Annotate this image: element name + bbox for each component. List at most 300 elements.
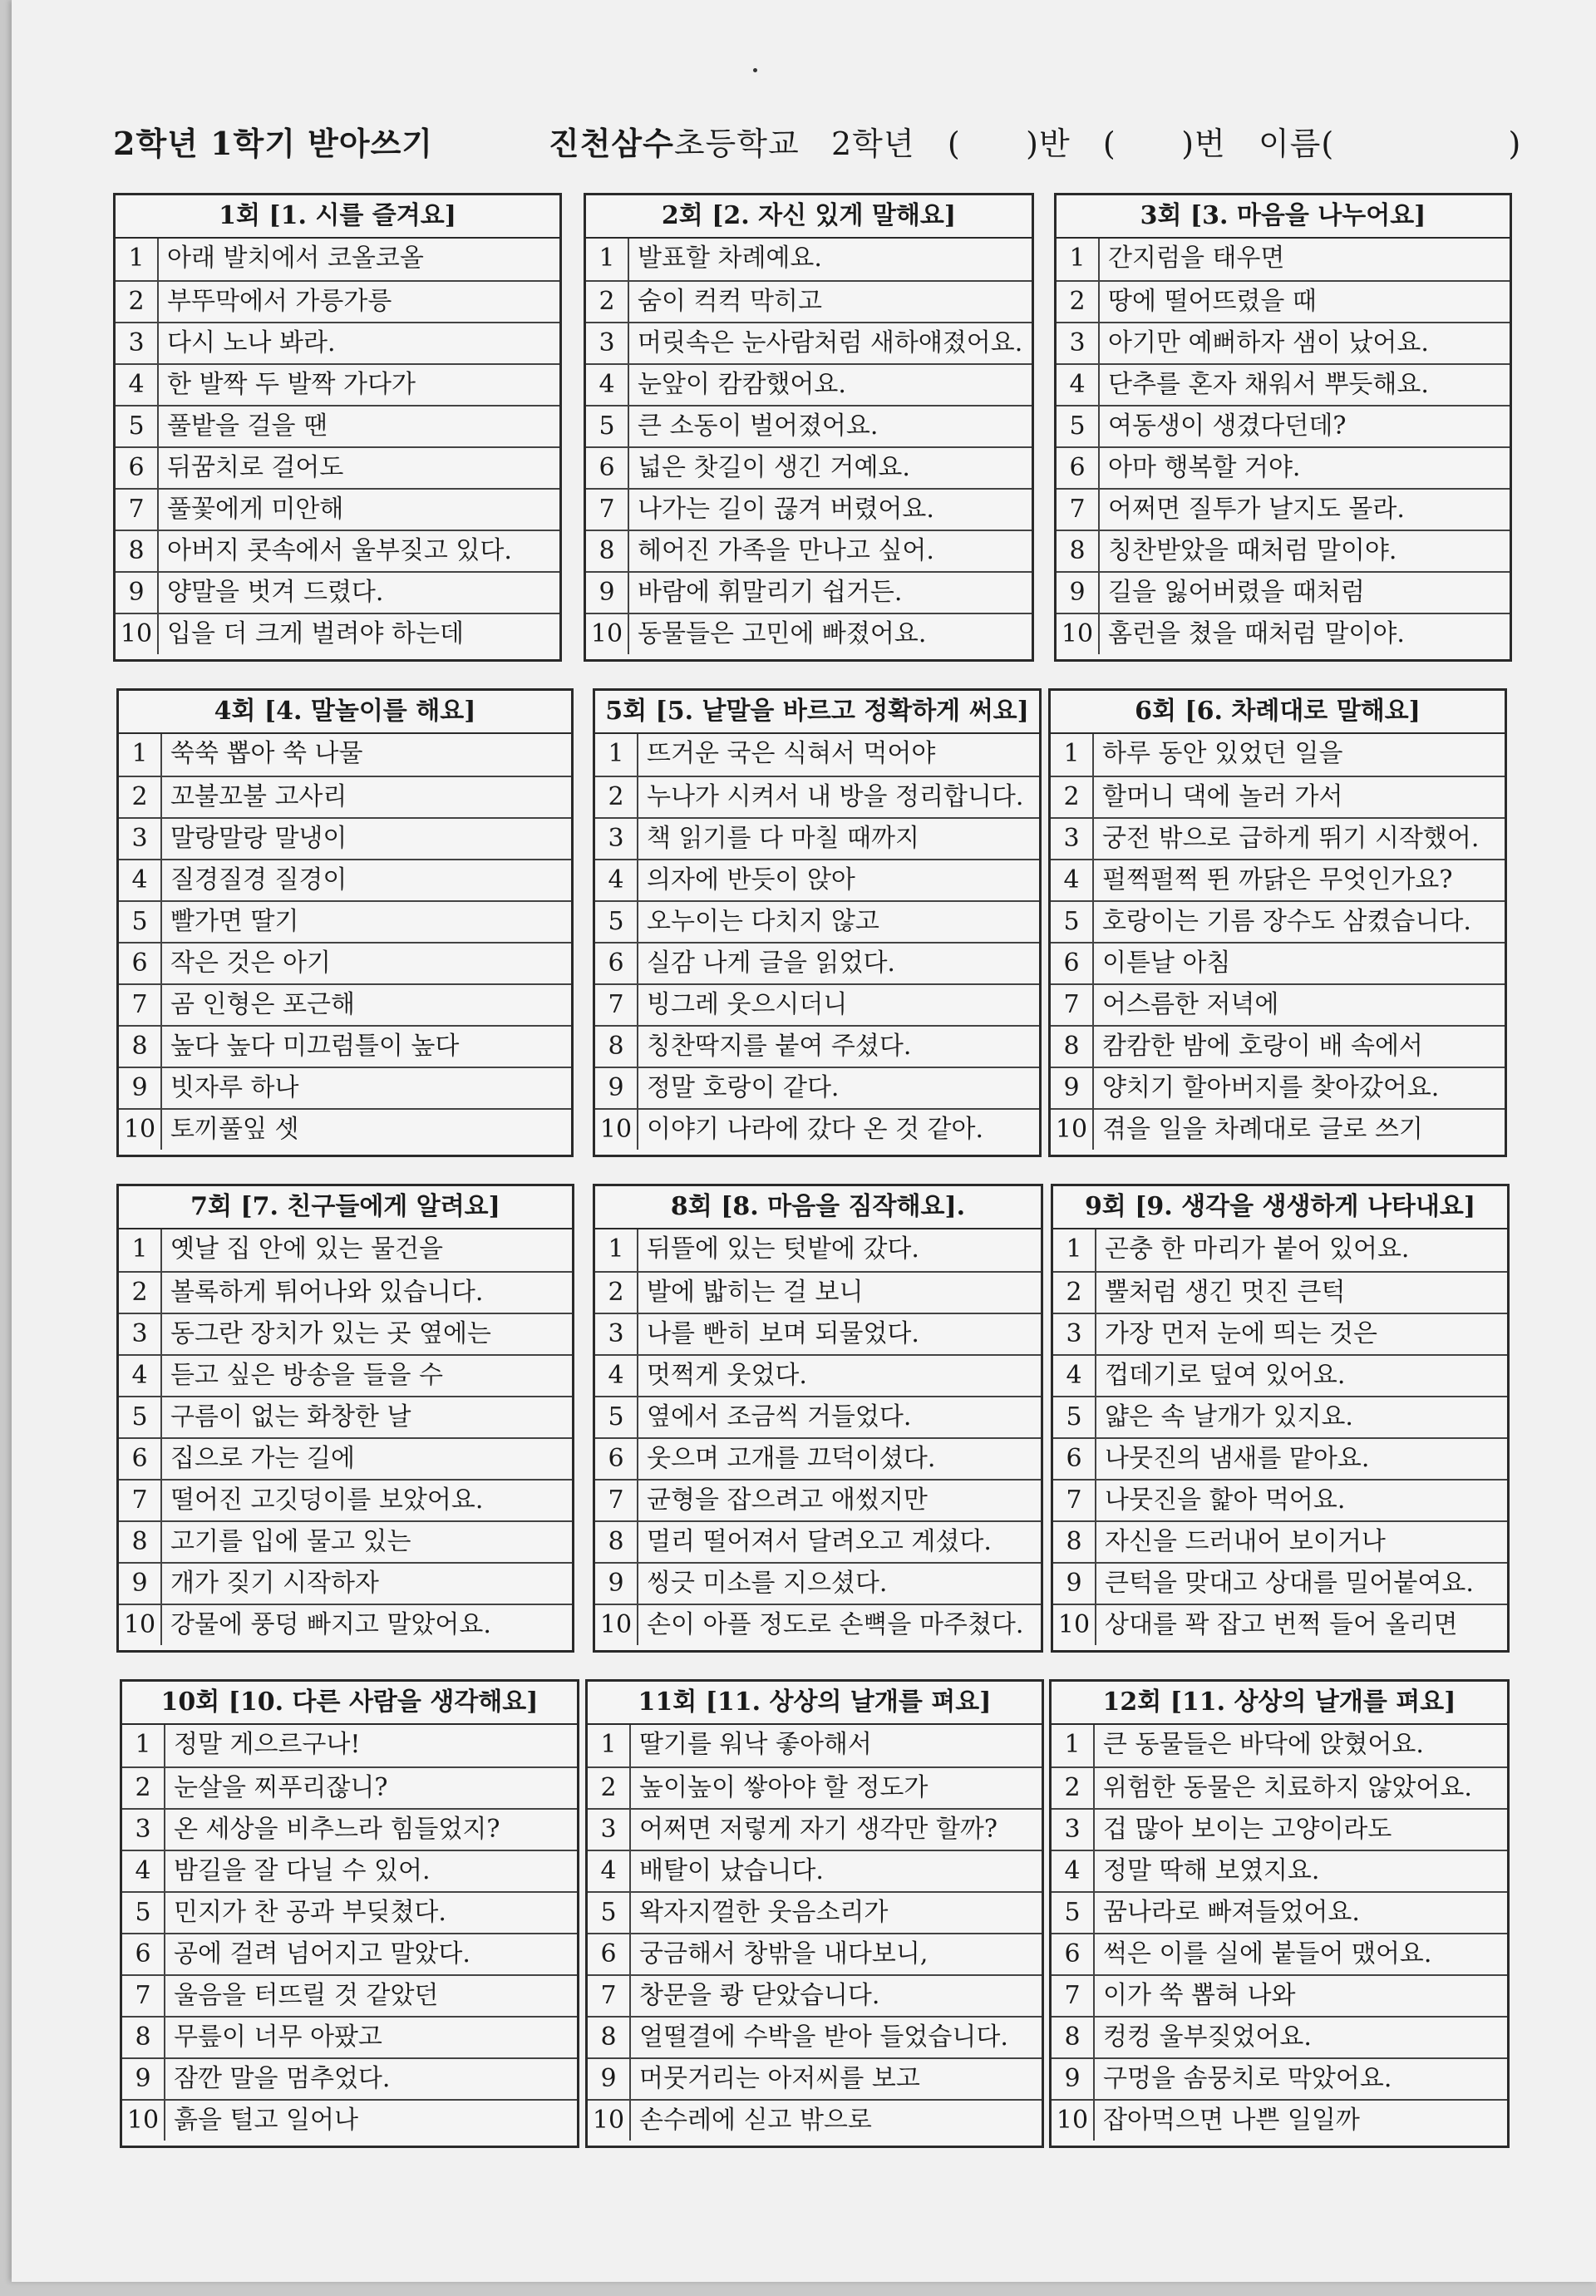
row-sentence: 밤길을 잘 다닐 수 있어. [174, 1856, 431, 1885]
row-number: 5 [1051, 902, 1094, 942]
dictation-row [119, 900, 571, 942]
dictation-row [1051, 1108, 1505, 1150]
row-sentence: 동물들은 고민에 빠졌어요. [638, 619, 927, 648]
row-number: 10 [595, 1605, 638, 1645]
dictation-row [586, 239, 1032, 280]
row-number: 10 [119, 1110, 162, 1150]
dictation-row [116, 363, 559, 405]
row-number: 2 [122, 1768, 165, 1808]
row-sentence: 멋쩍게 웃었다. [647, 1361, 807, 1390]
row-number: 7 [595, 1481, 638, 1520]
row-number: 4 [119, 860, 162, 900]
dictation-row [1057, 613, 1510, 654]
card-title: 5회 [5. 낱말을 바르고 정확하게 써요] [595, 691, 1039, 734]
card-title: 7회 [7. 친구들에게 알려요] [119, 1186, 572, 1229]
row-number: 9 [586, 573, 629, 613]
dictation-row [116, 488, 559, 530]
row-sentence: 질경질경 질경이 [170, 865, 347, 894]
card-rows [1053, 1229, 1507, 1645]
dictation-row [1057, 571, 1510, 613]
dictation-card [1048, 688, 1507, 1157]
card-rows [595, 734, 1039, 1150]
dictation-row [119, 1604, 572, 1645]
dictation-row [595, 734, 1039, 776]
row-number: 5 [1057, 406, 1100, 446]
dictation-row [1053, 1520, 1507, 1562]
row-number: 5 [595, 1397, 638, 1437]
row-sentence: 눈살을 찌푸리잖니? [174, 1773, 388, 1802]
row-number: 10 [116, 614, 159, 654]
dictation-row [586, 280, 1032, 322]
dictation-row [119, 1108, 571, 1150]
dictation-row [1051, 734, 1505, 776]
dictation-row [595, 817, 1039, 859]
row-sentence: 곰 인형은 포근해 [170, 990, 355, 1019]
row-number: 1 [1051, 734, 1094, 776]
row-sentence: 가장 먼저 눈에 띄는 것은 [1105, 1319, 1377, 1348]
row-sentence: 나를 빤히 보며 되물었다. [647, 1319, 919, 1348]
dictation-row [1057, 239, 1510, 280]
row-number: 6 [1052, 1934, 1095, 1974]
dictation-card [116, 688, 574, 1157]
dictation-row [119, 1562, 572, 1604]
card-title: 6회 [6. 차례대로 말해요] [1051, 691, 1505, 734]
card-rows [122, 1725, 577, 2141]
row-sentence: 정말 게으르구나! [174, 1730, 361, 1759]
row-sentence: 높이높이 쌓아야 할 정도가 [639, 1773, 929, 1802]
row-sentence: 머뭇거리는 아저씨를 보고 [639, 2064, 920, 2093]
row-number: 7 [116, 490, 159, 530]
row-sentence: 궁금해서 창밖을 내다보니, [639, 1939, 929, 1968]
row-sentence: 나뭇진을 핥아 먹어요. [1105, 1486, 1346, 1515]
dictation-row [119, 734, 571, 776]
card-rows [119, 1229, 572, 1645]
row-number: 8 [1053, 1522, 1096, 1562]
row-number: 6 [595, 1439, 638, 1479]
dictation-row [595, 1396, 1041, 1437]
row-sentence: 이야기 나라에 갔다 온 것 같아. [647, 1115, 983, 1144]
row-number: 4 [1051, 860, 1094, 900]
worksheet-title: 2학년 1학기 받아쓰기 [113, 125, 434, 162]
row-number: 2 [595, 777, 638, 817]
row-sentence: 컹컹 울부짖었어요. [1103, 2023, 1312, 2052]
row-sentence: 정말 딱해 보였지요. [1103, 1856, 1320, 1885]
row-sentence: 창문을 쾅 닫았습니다. [639, 1981, 880, 2010]
row-sentence: 뒤꿈치로 걸어도 [167, 453, 344, 482]
dictation-row [119, 1437, 572, 1479]
row-sentence: 양말을 벗겨 드렸다. [167, 578, 384, 607]
row-number: 8 [122, 2018, 165, 2057]
card-title: 11회 [11. 상상의 날개를 펴요] [588, 1682, 1042, 1725]
dictation-row [588, 1933, 1042, 1974]
school-name-suffix: 초등학교 [673, 126, 800, 162]
row-sentence: 옆에서 조금씩 거들었다. [647, 1402, 912, 1431]
dictation-row [588, 1891, 1042, 1933]
dictation-row [595, 1354, 1041, 1396]
row-sentence: 빗자루 하나 [170, 1073, 299, 1102]
dictation-row [122, 2016, 577, 2057]
row-number: 2 [588, 1768, 631, 1808]
dictation-row [1051, 1025, 1505, 1067]
row-sentence: 높다 높다 미끄럼틀이 높다 [170, 1032, 460, 1061]
row-sentence: 캄캄한 밤에 호랑이 배 속에서 [1102, 1032, 1423, 1061]
school-name-bold: 진천삼수 [549, 125, 674, 162]
row-number: 4 [1052, 1851, 1095, 1891]
dictation-row [586, 405, 1032, 446]
row-number: 1 [119, 1229, 162, 1271]
card-title: 2회 [2. 자신 있게 말해요] [586, 195, 1032, 239]
dictation-row [122, 1766, 577, 1808]
row-number: 6 [116, 448, 159, 488]
dictation-row [116, 239, 559, 280]
row-sentence: 큰턱을 맞대고 상대를 밀어붙여요. [1105, 1569, 1474, 1598]
dictation-row [116, 446, 559, 488]
dictation-row [1053, 1479, 1507, 1520]
row-sentence: 배탈이 났습니다. [639, 1856, 824, 1885]
row-sentence: 의자에 반듯이 앉아 [647, 865, 855, 894]
row-number: 4 [1053, 1356, 1096, 1396]
row-number: 9 [1052, 2059, 1095, 2099]
row-sentence: 발에 밟히는 걸 보니 [647, 1278, 864, 1307]
dictation-row [595, 983, 1039, 1025]
card-title: 1회 [1. 시를 즐겨요] [116, 195, 559, 239]
row-number: 7 [595, 985, 638, 1025]
dictation-row [119, 859, 571, 900]
row-number: 6 [595, 944, 638, 983]
row-number: 4 [119, 1356, 162, 1396]
row-sentence: 자신을 드러내어 보이거나 [1105, 1527, 1386, 1556]
row-number: 7 [1057, 490, 1100, 530]
dictation-row [119, 1520, 572, 1562]
row-sentence: 멀리 떨어져서 달려오고 계셨다. [647, 1527, 992, 1556]
card-title: 8회 [8. 마음을 짐작해요]. [595, 1186, 1041, 1229]
row-sentence: 구름이 없는 화창한 날 [170, 1402, 411, 1431]
dictation-row [119, 776, 571, 817]
dictation-row [119, 983, 571, 1025]
row-number: 5 [119, 1397, 162, 1437]
dictation-row [119, 1229, 572, 1271]
row-sentence: 쑥쑥 뽑아 쑥 나물 [170, 739, 363, 768]
row-sentence: 아기만 예뻐하자 샘이 났어요. [1108, 328, 1429, 357]
dictation-row [588, 2016, 1042, 2057]
dictation-row [122, 2057, 577, 2099]
row-sentence: 머릿속은 눈사람처럼 새하얘졌어요. [638, 328, 1023, 357]
row-number: 10 [586, 614, 629, 654]
dictation-row [116, 613, 559, 654]
school-name [549, 118, 800, 164]
card-rows [1051, 734, 1505, 1150]
row-sentence: 작은 것은 아기 [170, 948, 331, 978]
row-number: 7 [122, 1976, 165, 2016]
row-sentence: 입을 더 크게 벌려야 하는데 [167, 619, 464, 648]
speck [753, 68, 757, 72]
row-sentence: 나뭇진의 냄새를 맡아요. [1105, 1444, 1370, 1473]
row-number: 7 [119, 1481, 162, 1520]
row-number: 9 [1053, 1564, 1096, 1604]
row-sentence: 무릎이 너무 아팠고 [174, 2023, 382, 2052]
dictation-row [1051, 900, 1505, 942]
dictation-row [119, 1396, 572, 1437]
row-sentence: 호랑이는 기름 장수도 삼켰습니다. [1102, 907, 1471, 936]
dictation-row [1052, 2016, 1507, 2057]
row-number: 9 [119, 1068, 162, 1108]
row-sentence: 부뚜막에서 가릉가릉 [167, 287, 392, 316]
dictation-row [122, 1891, 577, 1933]
dictation-row [595, 1604, 1041, 1645]
row-number: 10 [1051, 1110, 1094, 1150]
dictation-row [116, 405, 559, 446]
row-sentence: 어쩌면 질투가 날지도 몰라. [1108, 495, 1405, 524]
dictation-row [586, 571, 1032, 613]
row-number: 10 [1057, 614, 1100, 654]
row-sentence: 큰 동물들은 바닥에 앉혔어요. [1103, 1730, 1424, 1759]
dictation-row [1057, 488, 1510, 530]
dictation-row [122, 1850, 577, 1891]
row-sentence: 양치기 할아버지를 찾아갔어요. [1102, 1073, 1440, 1102]
dictation-row [1057, 363, 1510, 405]
row-number: 2 [119, 777, 162, 817]
row-number: 4 [595, 1356, 638, 1396]
row-sentence: 실감 나게 글을 읽었다. [647, 948, 895, 978]
row-number: 6 [588, 1934, 631, 1974]
row-sentence: 헤어진 가족을 만나고 싶어. [638, 536, 934, 565]
row-sentence: 바람에 휘말리기 쉽거든. [638, 578, 903, 607]
dictation-row [595, 900, 1039, 942]
row-number: 6 [1057, 448, 1100, 488]
row-sentence: 빙그레 웃으시더니 [647, 990, 848, 1019]
row-sentence: 손이 아플 정도로 손뼉을 마주쳤다. [647, 1610, 1024, 1639]
row-sentence: 단추를 혼자 채워서 뿌듯해요. [1108, 370, 1429, 399]
row-number: 9 [116, 573, 159, 613]
row-number: 2 [595, 1273, 638, 1313]
dictation-row [588, 2057, 1042, 2099]
row-number: 3 [586, 323, 629, 363]
row-number: 7 [1051, 985, 1094, 1025]
dictation-row [1052, 1808, 1507, 1850]
row-sentence: 공에 걸려 넘어지고 말았다. [174, 1939, 470, 1968]
row-sentence: 고기를 입에 물고 있는 [170, 1527, 411, 1556]
row-sentence: 넓은 찻길이 생긴 거예요. [638, 453, 910, 482]
row-number: 10 [1053, 1605, 1096, 1645]
row-number: 2 [1052, 1768, 1095, 1808]
dictation-card [584, 193, 1034, 662]
dictation-row [595, 1067, 1039, 1108]
card-title: 3회 [3. 마음을 나누어요] [1057, 195, 1510, 239]
dictation-row [588, 1974, 1042, 2016]
row-number: 2 [1057, 282, 1100, 322]
row-number: 1 [595, 1229, 638, 1271]
row-sentence: 얇은 속 날개가 있지요. [1105, 1402, 1353, 1431]
row-number: 5 [122, 1893, 165, 1933]
row-sentence: 동그란 장치가 있는 곳 옆에는 [170, 1319, 491, 1348]
row-sentence: 길을 잃어버렸을 때처럼 [1108, 578, 1365, 607]
row-sentence: 꼬불꼬불 고사리 [170, 782, 347, 811]
row-number: 1 [1057, 239, 1100, 280]
row-sentence: 겪을 일을 차례대로 글로 쓰기 [1102, 1115, 1423, 1144]
row-number: 6 [122, 1934, 165, 1974]
dictation-row [586, 530, 1032, 571]
dictation-row [1052, 1725, 1507, 1766]
row-number: 2 [1051, 777, 1094, 817]
dictation-row [586, 363, 1032, 405]
dictation-row [595, 942, 1039, 983]
row-number: 9 [119, 1564, 162, 1604]
dictation-row [1053, 1604, 1507, 1645]
row-sentence: 어쩌면 저렇게 자기 생각만 할까? [639, 1815, 998, 1844]
row-sentence: 아래 발치에서 코올코올 [167, 244, 424, 273]
row-sentence: 간지럼을 태우면 [1108, 244, 1285, 273]
dictation-row [588, 1766, 1042, 1808]
row-number: 3 [119, 819, 162, 859]
card-title: 4회 [4. 말놀이를 해요] [119, 691, 571, 734]
row-sentence: 발표할 차례예요. [638, 244, 822, 273]
dictation-row [1053, 1437, 1507, 1479]
row-sentence: 겁 많아 보이는 고양이라도 [1103, 1815, 1392, 1844]
row-number: 3 [1057, 323, 1100, 363]
row-sentence: 숨이 컥컥 막히고 [638, 287, 822, 316]
row-number: 4 [595, 860, 638, 900]
dictation-row [586, 446, 1032, 488]
row-sentence: 상대를 꽉 잡고 번쩍 들어 올리면 [1105, 1610, 1458, 1639]
dictation-card [113, 193, 562, 662]
dictation-row [595, 1479, 1041, 1520]
dictation-row [1051, 776, 1505, 817]
row-sentence: 여동생이 생겼다던데? [1108, 411, 1347, 441]
dictation-card [585, 1679, 1044, 2148]
dictation-card [1054, 193, 1512, 662]
dictation-row [122, 1933, 577, 1974]
dictation-row [595, 1313, 1041, 1354]
row-sentence: 껍데기로 덮여 있어요. [1105, 1361, 1346, 1390]
row-number: 9 [595, 1564, 638, 1604]
dictation-row [119, 1313, 572, 1354]
row-sentence: 잠깐 말을 멈추었다. [174, 2064, 391, 2093]
row-sentence: 궁전 밖으로 급하게 뛰기 시작했어. [1102, 824, 1480, 853]
row-number: 4 [588, 1851, 631, 1891]
row-sentence: 책 읽기를 다 마칠 때까지 [647, 824, 919, 853]
row-number: 5 [595, 902, 638, 942]
dictation-row [1053, 1271, 1507, 1313]
row-sentence: 딸기를 워낙 좋아해서 [639, 1730, 872, 1759]
card-rows [119, 734, 571, 1150]
row-sentence: 울음을 터뜨릴 것 같았던 [174, 1981, 439, 2010]
row-sentence: 누나가 시켜서 내 방을 정리합니다. [647, 782, 1024, 811]
row-sentence: 뜨거운 국은 식혀서 먹어야 [647, 739, 936, 768]
row-number: 9 [1057, 573, 1100, 613]
row-sentence: 다시 노나 봐라. [167, 328, 336, 357]
card-rows [1057, 239, 1510, 654]
row-sentence: 꿈나라로 빠져들었어요. [1103, 1898, 1360, 1927]
row-sentence: 말랑말랑 말냉이 [170, 824, 347, 853]
dictation-row [595, 1437, 1041, 1479]
dictation-row [586, 488, 1032, 530]
card-rows [588, 1725, 1042, 2141]
dictation-row [588, 2099, 1042, 2141]
row-sentence: 볼록하게 튀어나와 있습니다. [170, 1278, 484, 1307]
dictation-row [1057, 280, 1510, 322]
dictation-row [595, 776, 1039, 817]
row-number: 8 [1051, 1027, 1094, 1067]
dictation-row [119, 817, 571, 859]
dictation-row [122, 2099, 577, 2141]
row-sentence: 이가 쑥 뽑혀 나와 [1103, 1981, 1296, 2010]
row-sentence: 풀꽃에게 미안해 [167, 495, 344, 524]
row-number: 2 [586, 282, 629, 322]
dictation-row [1053, 1354, 1507, 1396]
dictation-row [595, 1229, 1041, 1271]
row-number: 2 [116, 282, 159, 322]
row-number: 10 [1052, 2101, 1095, 2141]
row-number: 4 [116, 365, 159, 405]
row-number: 8 [586, 531, 629, 571]
row-sentence: 아버지 콧속에서 울부짖고 있다. [167, 536, 512, 565]
row-sentence: 토끼풀잎 셋 [170, 1115, 299, 1144]
dictation-row [119, 1271, 572, 1313]
row-number: 10 [588, 2101, 631, 2141]
dictation-row [1057, 405, 1510, 446]
dictation-row [1051, 983, 1505, 1025]
row-sentence: 큰 소동이 벌어졌어요. [638, 411, 879, 441]
row-sentence: 곤충 한 마리가 붙어 있어요. [1105, 1234, 1410, 1264]
dictation-row [1051, 1067, 1505, 1108]
row-number: 4 [1057, 365, 1100, 405]
row-number: 6 [119, 944, 162, 983]
dictation-row [595, 1562, 1041, 1604]
row-number: 1 [116, 239, 159, 280]
dictation-row [119, 1354, 572, 1396]
row-sentence: 민지가 찬 공과 부딪쳤다. [174, 1898, 446, 1927]
row-number: 3 [1052, 1810, 1095, 1850]
dictation-row [116, 571, 559, 613]
dictation-row [1051, 859, 1505, 900]
row-number: 1 [595, 734, 638, 776]
dictation-row [122, 1974, 577, 2016]
row-number: 7 [1053, 1481, 1096, 1520]
row-number: 1 [122, 1725, 165, 1766]
row-number: 6 [119, 1439, 162, 1479]
dictation-row [595, 859, 1039, 900]
dictation-row [1053, 1562, 1507, 1604]
row-number: 8 [588, 2018, 631, 2057]
row-number: 3 [119, 1314, 162, 1354]
dictation-card [593, 688, 1042, 1157]
dictation-row [1052, 2057, 1507, 2099]
row-number: 3 [1051, 819, 1094, 859]
row-sentence: 눈앞이 캄캄했어요. [638, 370, 846, 399]
row-sentence: 하루 동안 있었던 일을 [1102, 739, 1343, 768]
dictation-row [586, 613, 1032, 654]
row-number: 10 [595, 1110, 638, 1150]
dictation-card [593, 1184, 1043, 1653]
row-number: 8 [119, 1522, 162, 1562]
dictation-row [595, 1108, 1039, 1150]
row-number: 4 [586, 365, 629, 405]
dictation-row [119, 1025, 571, 1067]
row-number: 8 [595, 1522, 638, 1562]
dictation-row [1052, 1766, 1507, 1808]
dictation-row [122, 1808, 577, 1850]
row-number: 1 [1052, 1725, 1095, 1766]
dictation-row [588, 1808, 1042, 1850]
row-sentence: 뒤뜰에 있는 텃밭에 갔다. [647, 1234, 919, 1264]
row-sentence: 잡아먹으면 나쁜 일일까 [1103, 2106, 1360, 2135]
dictation-row [1052, 1891, 1507, 1933]
student-info-fields: 2학년 ( )반 ( )번 이름( ) [831, 126, 1522, 162]
row-number: 1 [586, 239, 629, 280]
dictation-row [119, 1479, 572, 1520]
row-sentence: 땅에 떨어뜨렸을 때 [1108, 287, 1317, 316]
row-number: 8 [595, 1027, 638, 1067]
